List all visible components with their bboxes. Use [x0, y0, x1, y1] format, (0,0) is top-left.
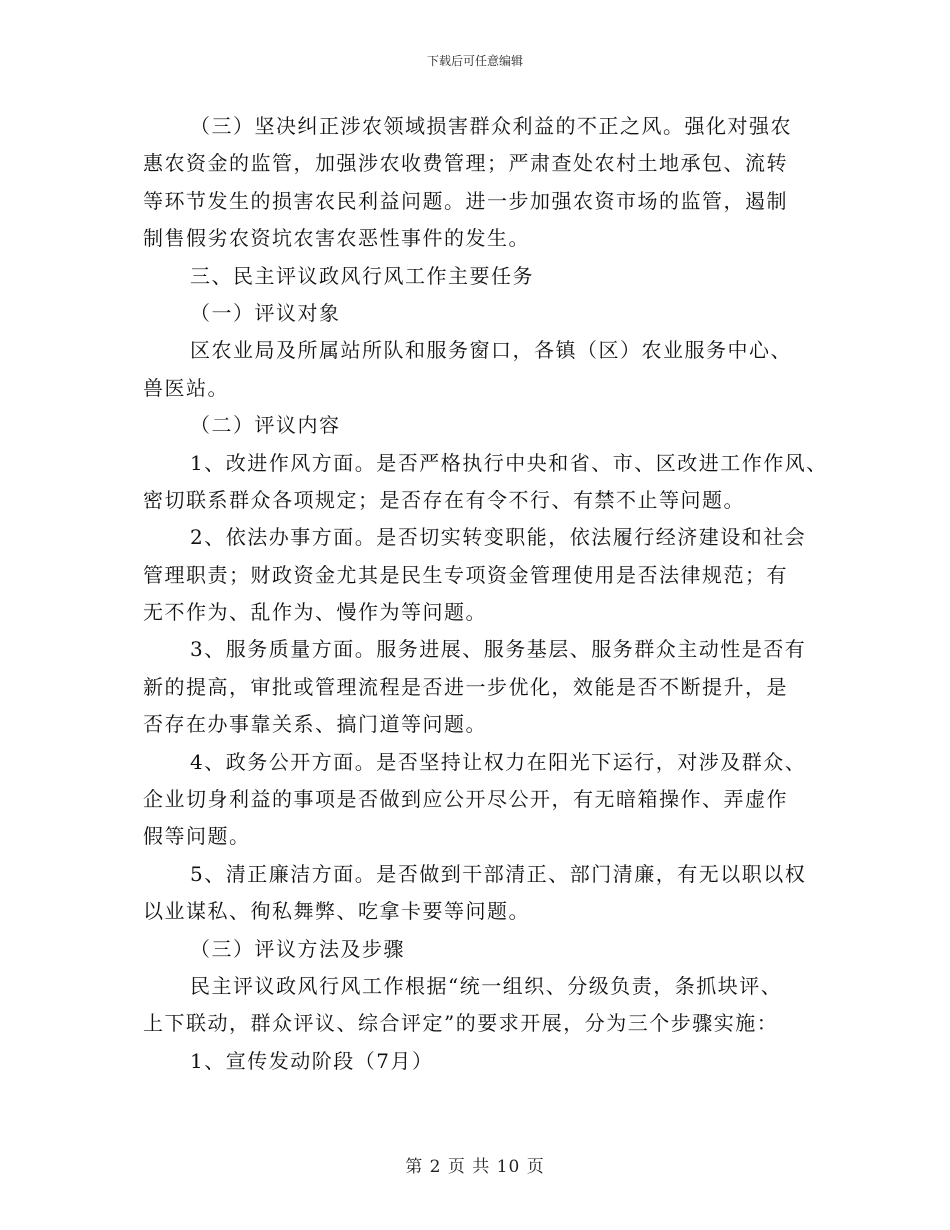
- text-line: 1、改进作风方面。是否严格执行中央和省、市、区改进工作作风、: [190, 450, 828, 475]
- text-line: 3、服务质量方面。服务进展、服务基层、服务群众主动性是否有: [190, 637, 807, 662]
- text-line: 惠农资金的监管，加强涉农收费管理；严肃查处农村土地承包、流转: [143, 151, 788, 176]
- document-body: [143, 108, 828, 1080]
- text-line: 管理职责；财政资金尤其是民生专项资金管理使用是否法律规范；有: [143, 562, 788, 587]
- text-line: 兽医站。: [143, 375, 229, 400]
- text-line: 4、政务公开方面。是否坚持让权力在阳光下运行，对涉及群众、: [190, 749, 807, 774]
- text-line: 否存在办事靠关系、搞门道等问题。: [143, 712, 487, 737]
- text-line: （三）坚决纠正涉农领域损害群众利益的不正之风。强化对强农: [190, 114, 792, 138]
- text-line: 假等问题。: [143, 824, 251, 849]
- text-line: （二）评议内容: [190, 413, 341, 438]
- text-line: 2、依法办事方面。是否切实转变职能，依法履行经济建设和社会: [190, 525, 807, 550]
- text-line: （三）评议方法及步骤: [190, 936, 405, 961]
- text-line: 上下联动，群众评议、综合评定”的要求开展，分为三个步骤实施：: [143, 1011, 779, 1036]
- text-line: 企业切身利益的事项是否做到应公开尽公开，有无暗箱操作、弄虚作: [143, 787, 788, 812]
- text-line: 密切联系群众各项规定；是否存在有令不行、有禁不止等问题。: [143, 487, 745, 512]
- text-line: 制售假劣农资坑农害农恶性事件的发生。: [143, 226, 530, 251]
- text-line: （一）评议对象: [190, 300, 341, 325]
- text-line: 5、清正廉洁方面。是否做到干部清正、部门清廉，有无以职以权: [190, 861, 807, 886]
- page-number: 第 2 页 共 10 页: [405, 1157, 545, 1177]
- text-line: 等环节发生的损害农民利益问题。进一步加强农资市场的监管，遏制: [143, 188, 788, 213]
- text-line: 无不作为、乱作为、慢作为等问题。: [143, 600, 487, 625]
- page-header-note: 下载后可任意编辑: [426, 54, 523, 68]
- text-line: 以业谋私、徇私舞弊、吃拿卡要等问题。: [143, 899, 530, 924]
- text-line: 1、宣传发动阶段（7月）: [190, 1048, 434, 1073]
- text-line: 新的提高，审批或管理流程是否进一步优化，效能是否不断提升，是: [143, 674, 788, 699]
- text-line: 区农业局及所属站所队和服务窗口，各镇（区）农业服务中心、: [190, 338, 792, 363]
- text-line: 三、民主评议政风行风工作主要任务: [190, 263, 534, 288]
- text-line: 民主评议政风行风工作根据“统一组织、分级负责，条抓块评、: [190, 973, 783, 998]
